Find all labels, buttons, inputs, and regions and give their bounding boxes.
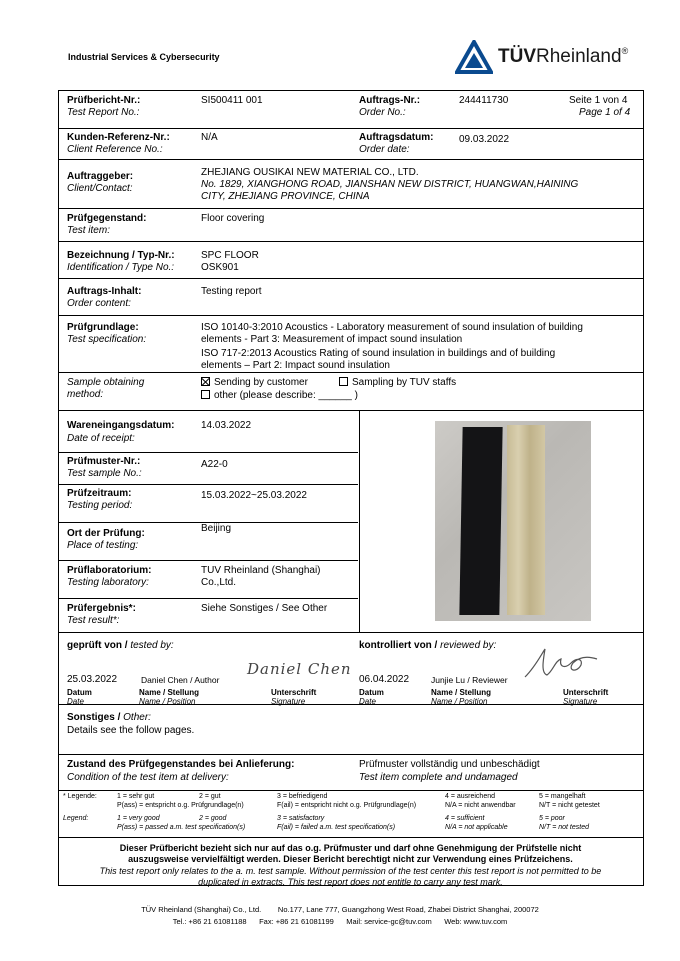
order-content-label-en: Order content: (67, 298, 131, 309)
identification-label: Bezeichnung / Typ-Nr.: (67, 250, 175, 261)
other-label-en: Other: (123, 712, 151, 723)
tested-by-label: geprüft von / (67, 640, 128, 651)
reviewed-date: 06.04.2022 (359, 674, 410, 685)
sample-method-label-2: method: (67, 389, 104, 400)
test-spec-label-en: Test specification: (67, 334, 147, 345)
testing-lab-value: TUV Rheinland (Shanghai) (201, 565, 321, 576)
divider (59, 128, 643, 129)
legend-en-1: 1 = very good (117, 815, 160, 822)
client-ref-label: Kunden-Referenz-Nr.: (67, 132, 170, 143)
test-spec-label: Prüfgrundlage: (67, 322, 139, 333)
testing-period-value: 15.03.2022~25.03.2022 (201, 490, 307, 501)
place-label-en: Place of testing: (67, 540, 139, 551)
testing-period-label-en: Testing period: (67, 500, 133, 511)
page-number-en: Page 1 of 4 (579, 107, 631, 118)
receipt-date-label-en: Date of receipt: (67, 433, 135, 444)
divider (59, 315, 643, 316)
report-no-label: Prüfbericht-Nr.: (67, 95, 141, 106)
divider (59, 452, 358, 453)
legend-en-2: 2 = good (199, 815, 227, 822)
checkbox-icon[interactable] (339, 377, 348, 386)
divider (59, 560, 358, 561)
divider (59, 241, 643, 242)
test-spec-line3: ISO 717-2:2013 Acoustics Rating of sound insulation in buildings and of building (201, 348, 556, 359)
notice-de-line1: Dieser Prüfbericht bezieht sich nur auf das o.g. Prüfmuster und darf ohne Genehmigung der Prüfstelle nicht (119, 843, 582, 853)
checked-checkbox-icon[interactable] (201, 377, 210, 386)
identification-label-en: Identification / Type No.: (67, 262, 175, 273)
col-name-label-en: Name / Position (139, 697, 196, 706)
order-content-label: Auftrags-Inhalt: (67, 286, 142, 297)
test-spec-line1: ISO 10140-3:2010 Acoustics - Laboratory measurement of sound insulation of building (201, 322, 583, 333)
reviewed-by-label: kontrolliert von / (359, 640, 438, 651)
order-no-label: Auftrags-Nr.: (359, 95, 421, 106)
report-no-label-en: Test Report No.: (67, 107, 140, 118)
col-signature-label-en: Signature (271, 697, 306, 706)
client-label-en: Client/Contact: (67, 183, 133, 194)
notice-en-line1: This test report only relates to the a. m. test sample. Without permission of the test center this test report is not permitted to be (99, 866, 602, 876)
report-cover-frame (58, 90, 644, 886)
condition-label-en: Condition of the test item at delivery: (67, 772, 229, 783)
legend-en-na: N/A = not applicable (445, 824, 508, 831)
testing-period-label: Prüfzeitraum: (67, 488, 132, 499)
option-sampling-by-tuv[interactable]: Sampling by TUV staffs (339, 377, 456, 389)
legend-de-4: 4 = ausreichend (445, 793, 496, 800)
logo-registered: ® (621, 46, 629, 56)
col-name-label-en: Name / Position (431, 697, 488, 706)
col-date-label-en: Date (67, 697, 84, 706)
divider-vertical (359, 410, 360, 632)
tested-signature: Daniel Chen (247, 660, 352, 678)
division-name: Industrial Services & Cybersecurity (68, 52, 220, 62)
legend-en-3: 3 = satisfactory (277, 815, 325, 822)
testing-lab-value-2: Co.,Ltd. (201, 577, 237, 588)
order-date-value: 09.03.2022 (459, 134, 510, 145)
order-date-label: Auftragsdatum: (359, 132, 434, 143)
divider (59, 598, 358, 599)
footer-address: TÜV Rheinland (Shanghai) Co., Ltd. No.177, Lane 777, Guangzhong West Road, Zhabei District Shanghai, 200072 (141, 905, 539, 914)
report-no-value: SI500411 001 (201, 95, 263, 106)
client-ref-value: N/A (201, 132, 218, 143)
tuv-logo (455, 40, 655, 80)
client-address-line2: CITY, ZHEJIANG PROVINCE, CHINA (201, 191, 370, 202)
divider (59, 754, 643, 755)
test-item-label: Prüfgegenstand: (67, 213, 147, 224)
tested-by-label-en: tested by: (130, 640, 174, 651)
testing-lab-label: Prüflaboratorium: (67, 565, 152, 576)
divider (59, 159, 643, 160)
sample-no-label: Prüfmuster-Nr.: (67, 456, 141, 467)
legend-en-nt: N/T = not tested (539, 824, 589, 831)
test-result-label-en: Test result*: (67, 615, 120, 626)
logo-rest-text: Rheinland (536, 46, 622, 67)
col-date-label: Datum (359, 688, 384, 697)
checkbox-icon[interactable] (201, 390, 210, 399)
col-name-label: Name / Stellung (139, 688, 200, 697)
reviewed-by-label-en: reviewed by: (440, 640, 497, 651)
order-date-label-en: Order date: (359, 144, 410, 155)
divider (59, 410, 643, 411)
divider (59, 790, 643, 791)
divider (59, 278, 643, 279)
legend-label-de: * Legende: (63, 793, 97, 800)
footer-contact: Tel.: +86 21 61081188 Fax: +86 21 61081199 Mail: service-gc@tuv.com Web: www.tuv.com (172, 917, 508, 926)
condition-value: Prüfmuster vollständig und unbeschädigt (359, 759, 540, 770)
notice-en-line2: duplicated in extracts. This test report does not entitle to carry any test mark. (198, 877, 503, 887)
col-date-label: Datum (67, 688, 92, 697)
order-content-value: Testing report (201, 286, 262, 297)
legend-de-5: 5 = mangelhaft (539, 793, 586, 800)
divider (59, 372, 643, 373)
col-signature-label: Unterschrift (563, 688, 609, 697)
option-other[interactable]: other (please describe: ______ ) (201, 390, 358, 402)
order-no-label-en: Order No.: (359, 107, 406, 118)
testing-lab-label-en: Testing laboratory: (67, 577, 149, 588)
legend-en-4: 4 = sufficient (445, 815, 485, 822)
other-label: Sonstiges / (67, 712, 121, 723)
legend-en-5: 5 = poor (539, 815, 565, 822)
option-sending-by-customer[interactable]: Sending by customer (201, 377, 308, 389)
sample-method-label: Sample obtaining (67, 377, 145, 388)
divider (59, 208, 643, 209)
client-address-line1: No. 1829, XIANGHONG ROAD, JIANSHAN NEW DISTRICT, HUANGWAN,HAINING (201, 179, 579, 190)
legend-en-pass: P(ass) = passed a.m. test specification(s) (117, 824, 246, 831)
sample-no-label-en: Test sample No.: (67, 468, 142, 479)
notice-de-line2: auszugsweise vervielfältigt werden. Dieser Bericht berechtigt nicht zur Verwendung eines Prüfzeichens. (128, 854, 573, 864)
type-number-value: OSK901 (201, 262, 239, 273)
legend-de-2: 2 = gut (199, 793, 221, 800)
test-result-value: Siehe Sonstiges / See Other (201, 603, 328, 614)
legend-de-na: N/A = nicht anwendbar (445, 802, 516, 809)
legend-de-1: 1 = sehr gut (117, 793, 155, 800)
order-no-value: 244411730 (459, 95, 509, 106)
place-value: Beijing (201, 523, 232, 534)
condition-value-en: Test item complete and undamaged (359, 772, 518, 783)
legend-en-fail: F(ail) = failed a.m. test specification(s) (277, 824, 396, 831)
receipt-date-value: 14.03.2022 (201, 420, 252, 431)
reviewer-signature (521, 643, 601, 683)
legend-de-pass: P(ass) = entspricht o.g. Prüfgrundlage(n) (117, 802, 244, 809)
client-label: Auftraggeber: (67, 171, 134, 182)
tested-date: 25.03.2022 (67, 674, 118, 685)
identification-value: SPC FLOOR (201, 250, 259, 261)
tuv-triangle-icon (455, 40, 493, 74)
test-spec-line2: elements - Part 3: Measurement of impact sound insulation (201, 334, 463, 345)
tested-name: Daniel Chen / Author (141, 675, 220, 685)
sample-no-value: A22-0 (201, 459, 228, 470)
reviewed-name: Junjie Lu / Reviewer (431, 675, 508, 685)
client-name: ZHEJIANG OUSIKAI NEW MATERIAL CO., LTD. (201, 167, 419, 178)
receipt-date-label: Wareneingangsdatum: (67, 420, 175, 431)
legend-de-nt: N/T = nicht getestet (539, 802, 600, 809)
col-date-label-en: Date (359, 697, 376, 706)
condition-label: Zustand des Prüfgegenstandes bei Anlieferung: (67, 759, 295, 770)
sample-photo (435, 421, 591, 621)
legend-de-fail: F(ail) = entspricht nicht o.g. Prüfgrundlage(n) (277, 802, 417, 809)
divider (59, 837, 643, 838)
test-spec-line4: elements – Part 2: Impact sound insulation (201, 360, 390, 371)
logo-bold-text: TÜV (498, 46, 536, 67)
col-name-label: Name / Stellung (431, 688, 492, 697)
divider (59, 484, 358, 485)
test-item-label-en: Test item: (67, 225, 110, 236)
col-signature-label: Unterschrift (271, 688, 317, 697)
other-text: Details see the follow pages. (67, 725, 195, 736)
client-ref-label-en: Client Reference No.: (67, 144, 163, 155)
wood-plank (507, 425, 545, 615)
legend-label-en: Legend: (63, 815, 89, 822)
place-label: Ort der Prüfung: (67, 528, 145, 539)
test-item-value: Floor covering (201, 213, 265, 224)
black-plank (459, 427, 502, 615)
divider (59, 632, 643, 633)
page-number: Seite 1 von 4 (569, 95, 628, 106)
test-result-label: Prüfergebnis*: (67, 603, 136, 614)
col-signature-label-en: Signature (563, 697, 598, 706)
legend-de-3: 3 = befriedigend (277, 793, 328, 800)
